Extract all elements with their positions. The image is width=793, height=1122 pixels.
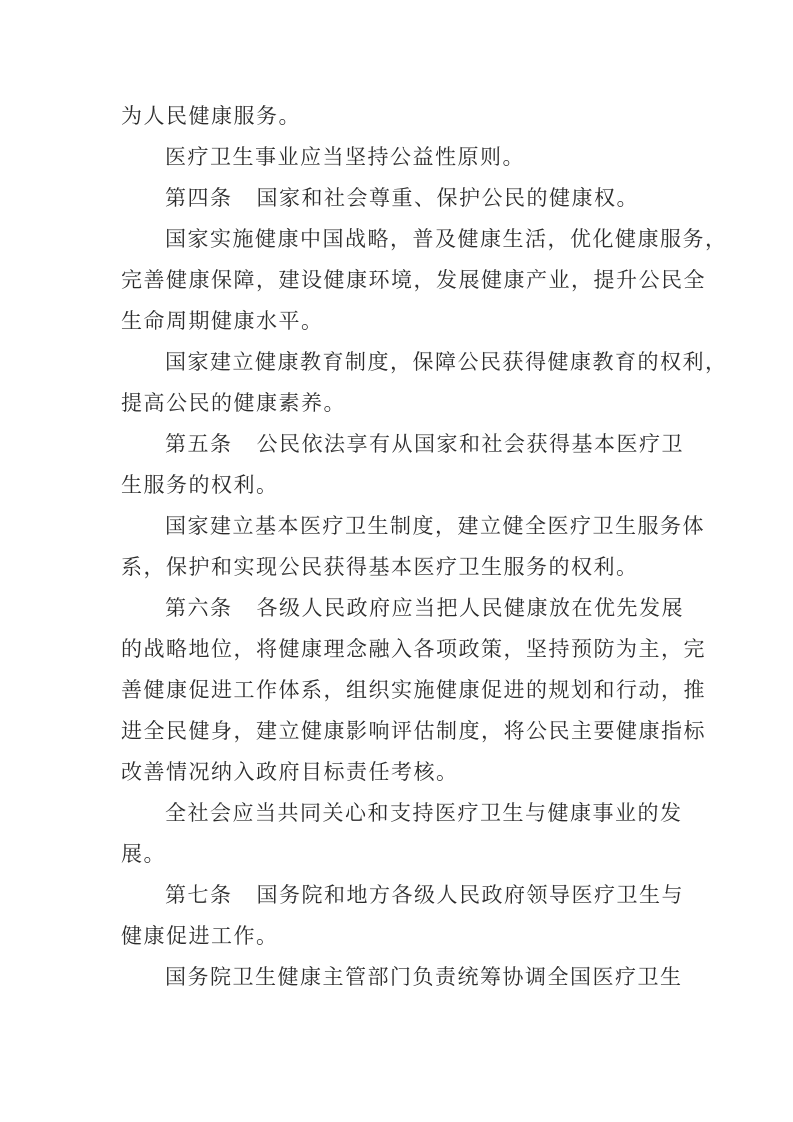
line-text: 国家建立基本医疗卫生制度，建立健全医疗卫生服务体 [165,514,705,538]
line-text: 展。 [121,842,166,866]
line-text: 健康促进工作。 [121,924,279,948]
line-text: 全社会应当共同关心和支持医疗卫生与健康事业的发 [165,801,683,825]
paragraph-first-line [121,219,728,260]
line-text: 国家实施健康中国战略，普及健康生活，优化健康服务， [165,227,728,251]
article-number: 第五条 [165,432,233,456]
article-7-heading [121,875,684,916]
line-text: 为人民健康服务。 [121,104,301,128]
line-text: 生命周期健康水平。 [121,309,324,333]
article-5-heading [121,424,684,465]
text-line [121,260,706,301]
line-text: 善健康促进工作体系，组织实施健康促进的规划和行动，推 [121,678,706,702]
article-number: 第四条 [165,186,233,210]
document-body [121,96,728,998]
line-text: 医疗卫生事业应当坚持公益性原则。 [165,145,525,169]
line-text: 提高公民的健康素养。 [121,391,346,415]
article-number: 第七条 [165,883,233,907]
text-line [121,711,706,752]
line-text: 国务院和地方各级人民政府领导医疗卫生与 [256,883,684,907]
text-line [121,629,706,670]
article-6-heading [121,588,684,629]
line-text: 进全民健身，建立健康影响评估制度，将公民主要健康指标 [121,719,706,743]
line-text: 改善情况纳入政府目标责任考核。 [121,760,459,784]
line-text: 完善健康保障，建设健康环境，发展健康产业，提升公民全 [121,268,706,292]
line-text: 各级人民政府应当把人民健康放在优先发展 [256,596,684,620]
paragraph-first-line [121,342,728,383]
line-text: 国家和社会尊重、保护公民的健康权。 [256,186,639,210]
paragraph-first-line [121,506,705,547]
paragraph-first-line [121,137,677,178]
article-number: 第六条 [165,596,233,620]
text-line [121,547,677,588]
text-line [121,383,677,424]
line-text: 生服务的权利。 [121,473,279,497]
article-4-heading [121,178,677,219]
text-line [121,670,706,711]
paragraph-first-line [121,793,683,834]
line-text: 国家建立健康教育制度，保障公民获得健康教育的权利， [165,350,728,374]
text-line [121,465,677,506]
line-text: 公民依法享有从国家和社会获得基本医疗卫 [256,432,684,456]
line-text: 系，保护和实现公民获得基本医疗卫生服务的权利。 [121,555,639,579]
text-line [121,96,677,137]
text-line [121,301,677,342]
text-line [121,834,677,875]
paragraph-first-line [121,957,683,998]
text-line [121,752,677,793]
line-text: 国务院卫生健康主管部门负责统筹协调全国医疗卫生 [165,965,683,989]
text-line [121,916,677,957]
line-text: 的战略地位，将健康理念融入各项政策，坚持预防为主，完 [121,637,706,661]
